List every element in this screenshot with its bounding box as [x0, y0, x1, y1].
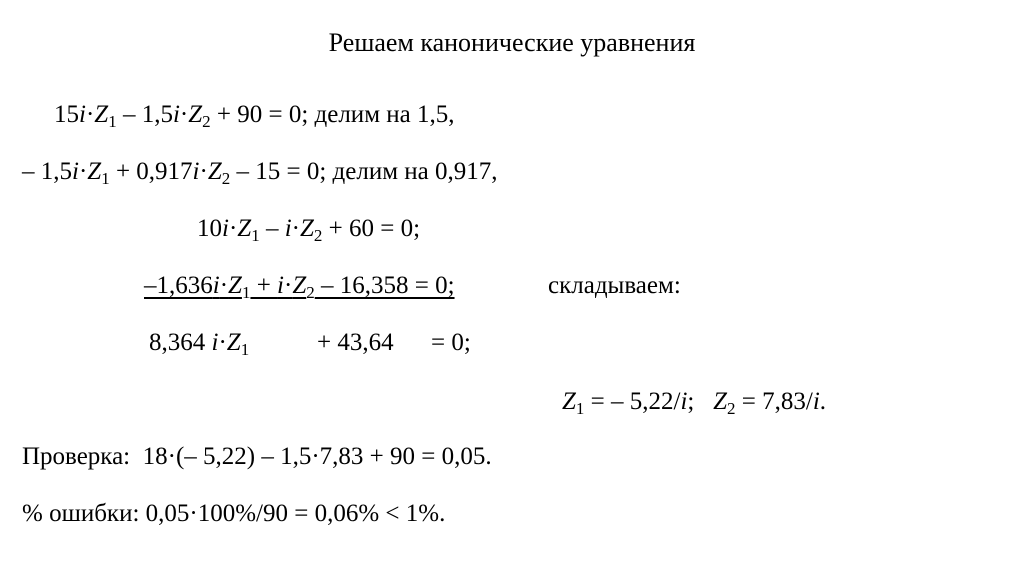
equation-4	[144, 271, 455, 301]
equation-3: $10i\cdot Z_1 - i\cdot Z_2 + 60 = 0$;	[197, 215, 421, 245]
equation-4-underlined: $-1,636i\cdot Z_1 + i\cdot Z_2 - 16,358 = 0$;	[144, 272, 455, 302]
equation-5-left: 8,364 $i\cdot Z_1$	[149, 329, 250, 359]
error-line: % ошибки: 0,05·100%/90 = 0,06% < 1%.	[22, 500, 446, 527]
equation-5-sum: + 43,64	[317, 329, 394, 356]
result-line: $Z_1$ = – 5,22/i; $Z_2 = 7,83/i$.	[562, 388, 827, 418]
check-line: Проверка: 18·(– 5,22) – 1,5·7,83 + 90 = 0,05.	[22, 443, 492, 470]
page-title: Решаем канонические уравнения	[328, 28, 696, 57]
equation-5-end: = 0;	[431, 329, 471, 356]
add-note: складываем:	[548, 272, 681, 299]
equation-2: – $1,5i\cdot Z_1 + 0,917i\cdot Z_2 - 15 = 0$; делим на 0,917,	[22, 158, 498, 188]
equation-1: $15i\cdot Z_1 - 1,5i\cdot Z_2 + 90 = 0$; делим на 1,5,	[54, 101, 455, 131]
